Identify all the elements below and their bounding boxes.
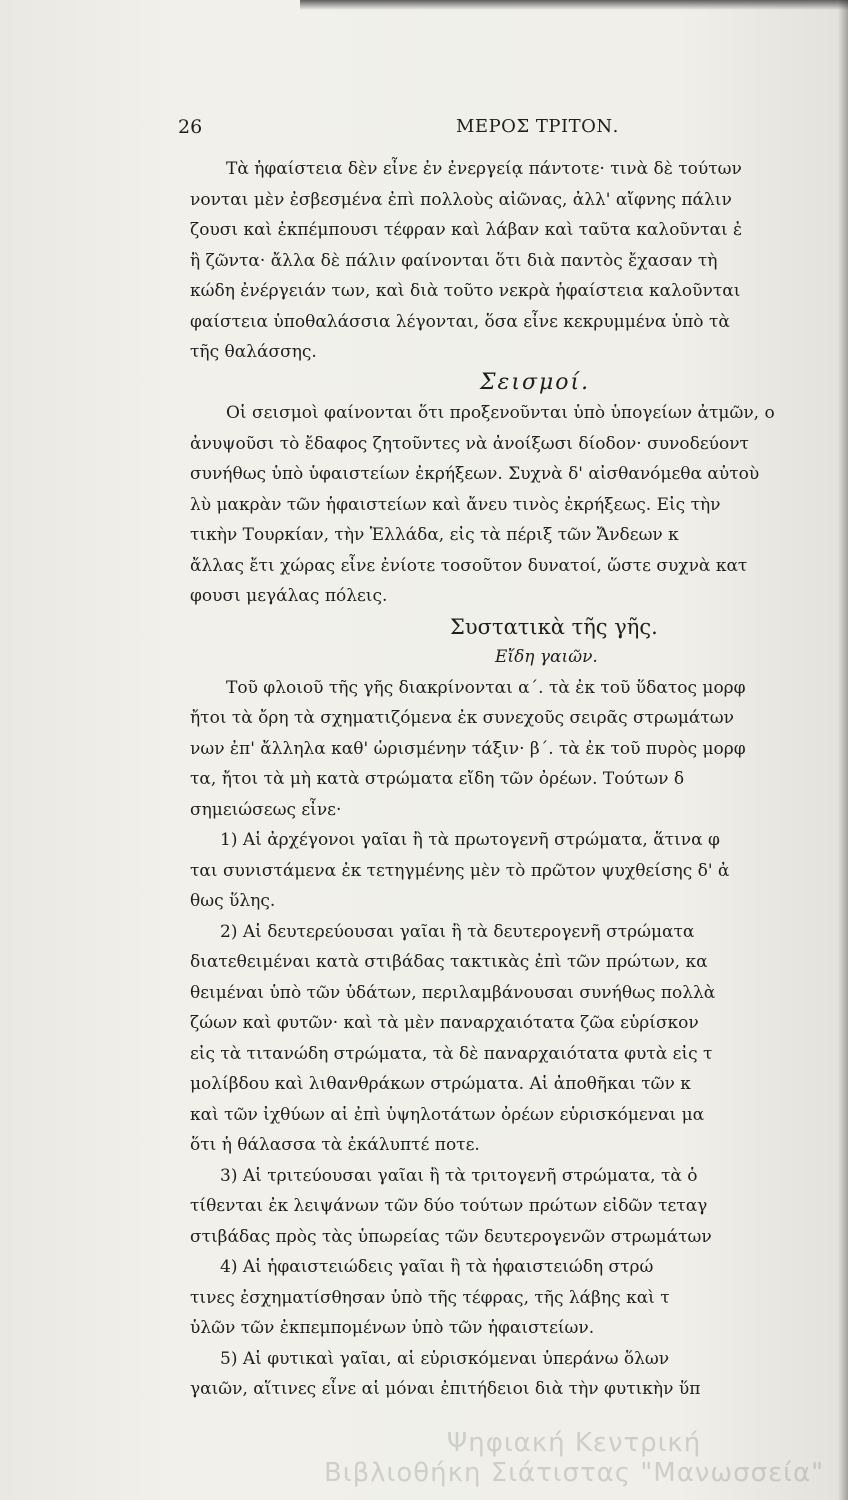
text-line: εἰς τὰ τιτανώδη στρώματα, τὰ δὲ παναρχαιότατα φυτὰ εἰς τ [190,1043,713,1064]
text-line: νων ἐπ' ἄλληλα καθ' ὡρισμένην τάξιν· β΄. τὰ ἐκ τοῦ πυρὸς μορφ [190,738,746,759]
text-line: στιβάδας πρὸς τὰς ὑπωρείας τῶν δευτερογενῶν στρωμάτων [190,1226,712,1247]
text-line: διατεθειμέναι κατὰ στιβάδας τακτικὰς ἐπὶ τῶν πρώτων, κα [190,952,708,972]
body-text [190,154,840,1454]
library-watermark [300,1428,848,1492]
text-line: ται συνιστάμενα ἐκ τετηγμένης μὲν τὸ πρῶτον ψυχθείσης δ' ἀ [190,860,730,881]
list-item-3: 3) Αἱ τριτεύουσαι γαῖαι ἢ τὰ τριτογενῆ στρώματα, τὰ ὁ [220,1165,698,1186]
text-line: συνήθως ὑπὸ ὑφαιστείων ἐκρήξεων. Συχνὰ δ' αἰσθανόμεθα αὐτοὺ [190,464,760,484]
text-line: θειμέναι ὑπὸ τῶν ὑδάτων, περιλαμβάνουσαι συνήθως πολλὰ [190,982,716,1003]
text-line: τα, ἤτοι τὰ μὴ κατὰ στρώματα εἴδη τῶν ὀρέων. Τούτων δ [190,769,685,789]
text-line: νονται μὲν ἐσβεσμένα ἐπὶ πολλοὺς αἰῶνας, ἀλλ' αἴφνης πάλιν [190,189,732,210]
list-item-5: 5) Αἱ φυτικαὶ γαῖαι, αἱ εὑρισκόμεναι ὑπεράνω ὅλων [220,1348,670,1369]
text-line: τικὴν Τουρκίαν, τὴν Ἑλλάδα, εἰς τὰ πέριξ τῶν Ἄνδεων κ [190,525,679,545]
text-line: ἢ ζῶντα· ἄλλα δὲ πάλιν φαίνονται ὅτι διὰ παντὸς ἔχασαν τὴ [190,250,718,271]
list-item-1: 1) Αἱ ἀρχέγονοι γαῖαι ἢ τὰ πρωτογενῆ στρώματα, ἅτινα φ [220,830,720,850]
text-line: τῆς θαλάσσης. [190,342,317,362]
list-item-4: 4) Αἱ ἡφαιστειώδεις γαῖαι ἢ τὰ ἡφαιστειώδη στρώ [220,1257,654,1277]
text-line: ἤτοι τὰ ὄρη τὰ σχηματιζόμενα ἐκ συνεχοῦς σειρᾶς στρωμάτων [190,708,734,728]
section-heading-earth-components: Συστατικὰ τῆς γῆς. [450,614,658,639]
text-line: ζουσι καὶ ἐκπέμπουσι τέφραν καὶ λάβαν καὶ ταῦτα καλοῦνται ἐ [190,220,743,240]
text-line: ἀνυψοῦσι τὸ ἔδαφος ζητοῦντες νὰ ἀνοίξωσι δίοδον· συνοδεύοντ [190,433,749,454]
subheading-soil-types: Εἴδη γαιῶν. [495,647,598,667]
text-line: ὅτι ἡ θάλασσα τὰ ἐκάλυπτέ ποτε. [190,1135,480,1155]
section-heading-earthquakes: Σεισμοί. [480,369,591,395]
text-line: ἄλλας ἔτι χώρας εἶνε ἐνίοτε τοσοῦτον δυνατοί, ὥστε συχνὰ κατ [190,555,748,576]
page-number: 26 [178,116,203,138]
scan-shadow-top [300,0,848,10]
text-line: Τοῦ φλοιοῦ τῆς γῆς διακρίνονται α΄. τὰ ἐκ τοῦ ὕδατος μορφ [226,677,746,698]
text-line: καὶ τῶν ἰχθύων αἱ ἐπὶ ὑψηλοτάτων ὀρέων εὑρισκόμεναι μα [190,1104,705,1125]
text-line: κώδη ἐνέργειάν των, καὶ διὰ τοῦτο νεκρὰ ἡφαίστεια καλοῦνται [190,281,741,301]
text-line: ὑλῶν τῶν ἐκπεμπομένων ὑπὸ τῶν ἡφαιστείων. [190,1318,595,1338]
text-line: φουσι μεγάλας πόλεις. [190,586,388,606]
watermark-line-1: Ψηφιακή Κεντρική [446,1428,702,1458]
text-line: τινες ἐσχηματίσθησαν ὑπὸ τῆς τέφρας, τῆς λάβης καὶ τ [190,1287,670,1308]
text-line: Τὰ ἡφαίστεια δὲν εἶνε ἐν ἐνεργείᾳ πάντοτε· τινὰ δὲ τούτων [226,159,742,179]
text-line: ζώων καὶ φυτῶν· καὶ τὰ μὲν παναρχαιότατα ζῶα εὑρίσκον [190,1013,699,1033]
text-line: Οἱ σεισμοὶ φαίνονται ὅτι προξενοῦνται ὑπὸ ὑπογείων ἀτμῶν, ο [226,403,775,423]
text-line: τίθενται ἐκ λειψάνων τῶν δύο τούτων πρώτων εἰδῶν τεταγ [190,1196,708,1216]
running-title: ΜΕΡΟΣ ΤΡΙΤΟΝ. [456,116,619,137]
text-line: γαιῶν, αἵτινες εἶνε αἱ μόναι ἐπιτήδειοι διὰ τὴν φυτικὴν ὕπ [190,1379,701,1399]
text-line: μολίβδου καὶ λιθανθράκων στρώματα. Αἱ ἀποθῆκαι τῶν κ [190,1074,691,1094]
text-line: θως ὕλης. [190,891,276,911]
text-line: σημειώσεως εἶνε· [190,799,342,820]
text-line: φαίστεια ὑποθαλάσσια λέγονται, ὅσα εἶνε κεκρυμμένα ὑπὸ τὰ [190,311,730,332]
text-line: λὺ μακρὰν τῶν ἡφαιστείων καὶ ἄνευ τινὸς ἐκρήξεως. Εἰς τὴν [190,494,721,515]
watermark-line-2: Βιβλιοθήκη Σιάτιστας "Μανωσσεία" [323,1458,825,1488]
list-item-2: 2) Αἱ δευτερεύουσαι γαῖαι ἢ τὰ δευτερογενῆ στρώματα [220,921,695,942]
